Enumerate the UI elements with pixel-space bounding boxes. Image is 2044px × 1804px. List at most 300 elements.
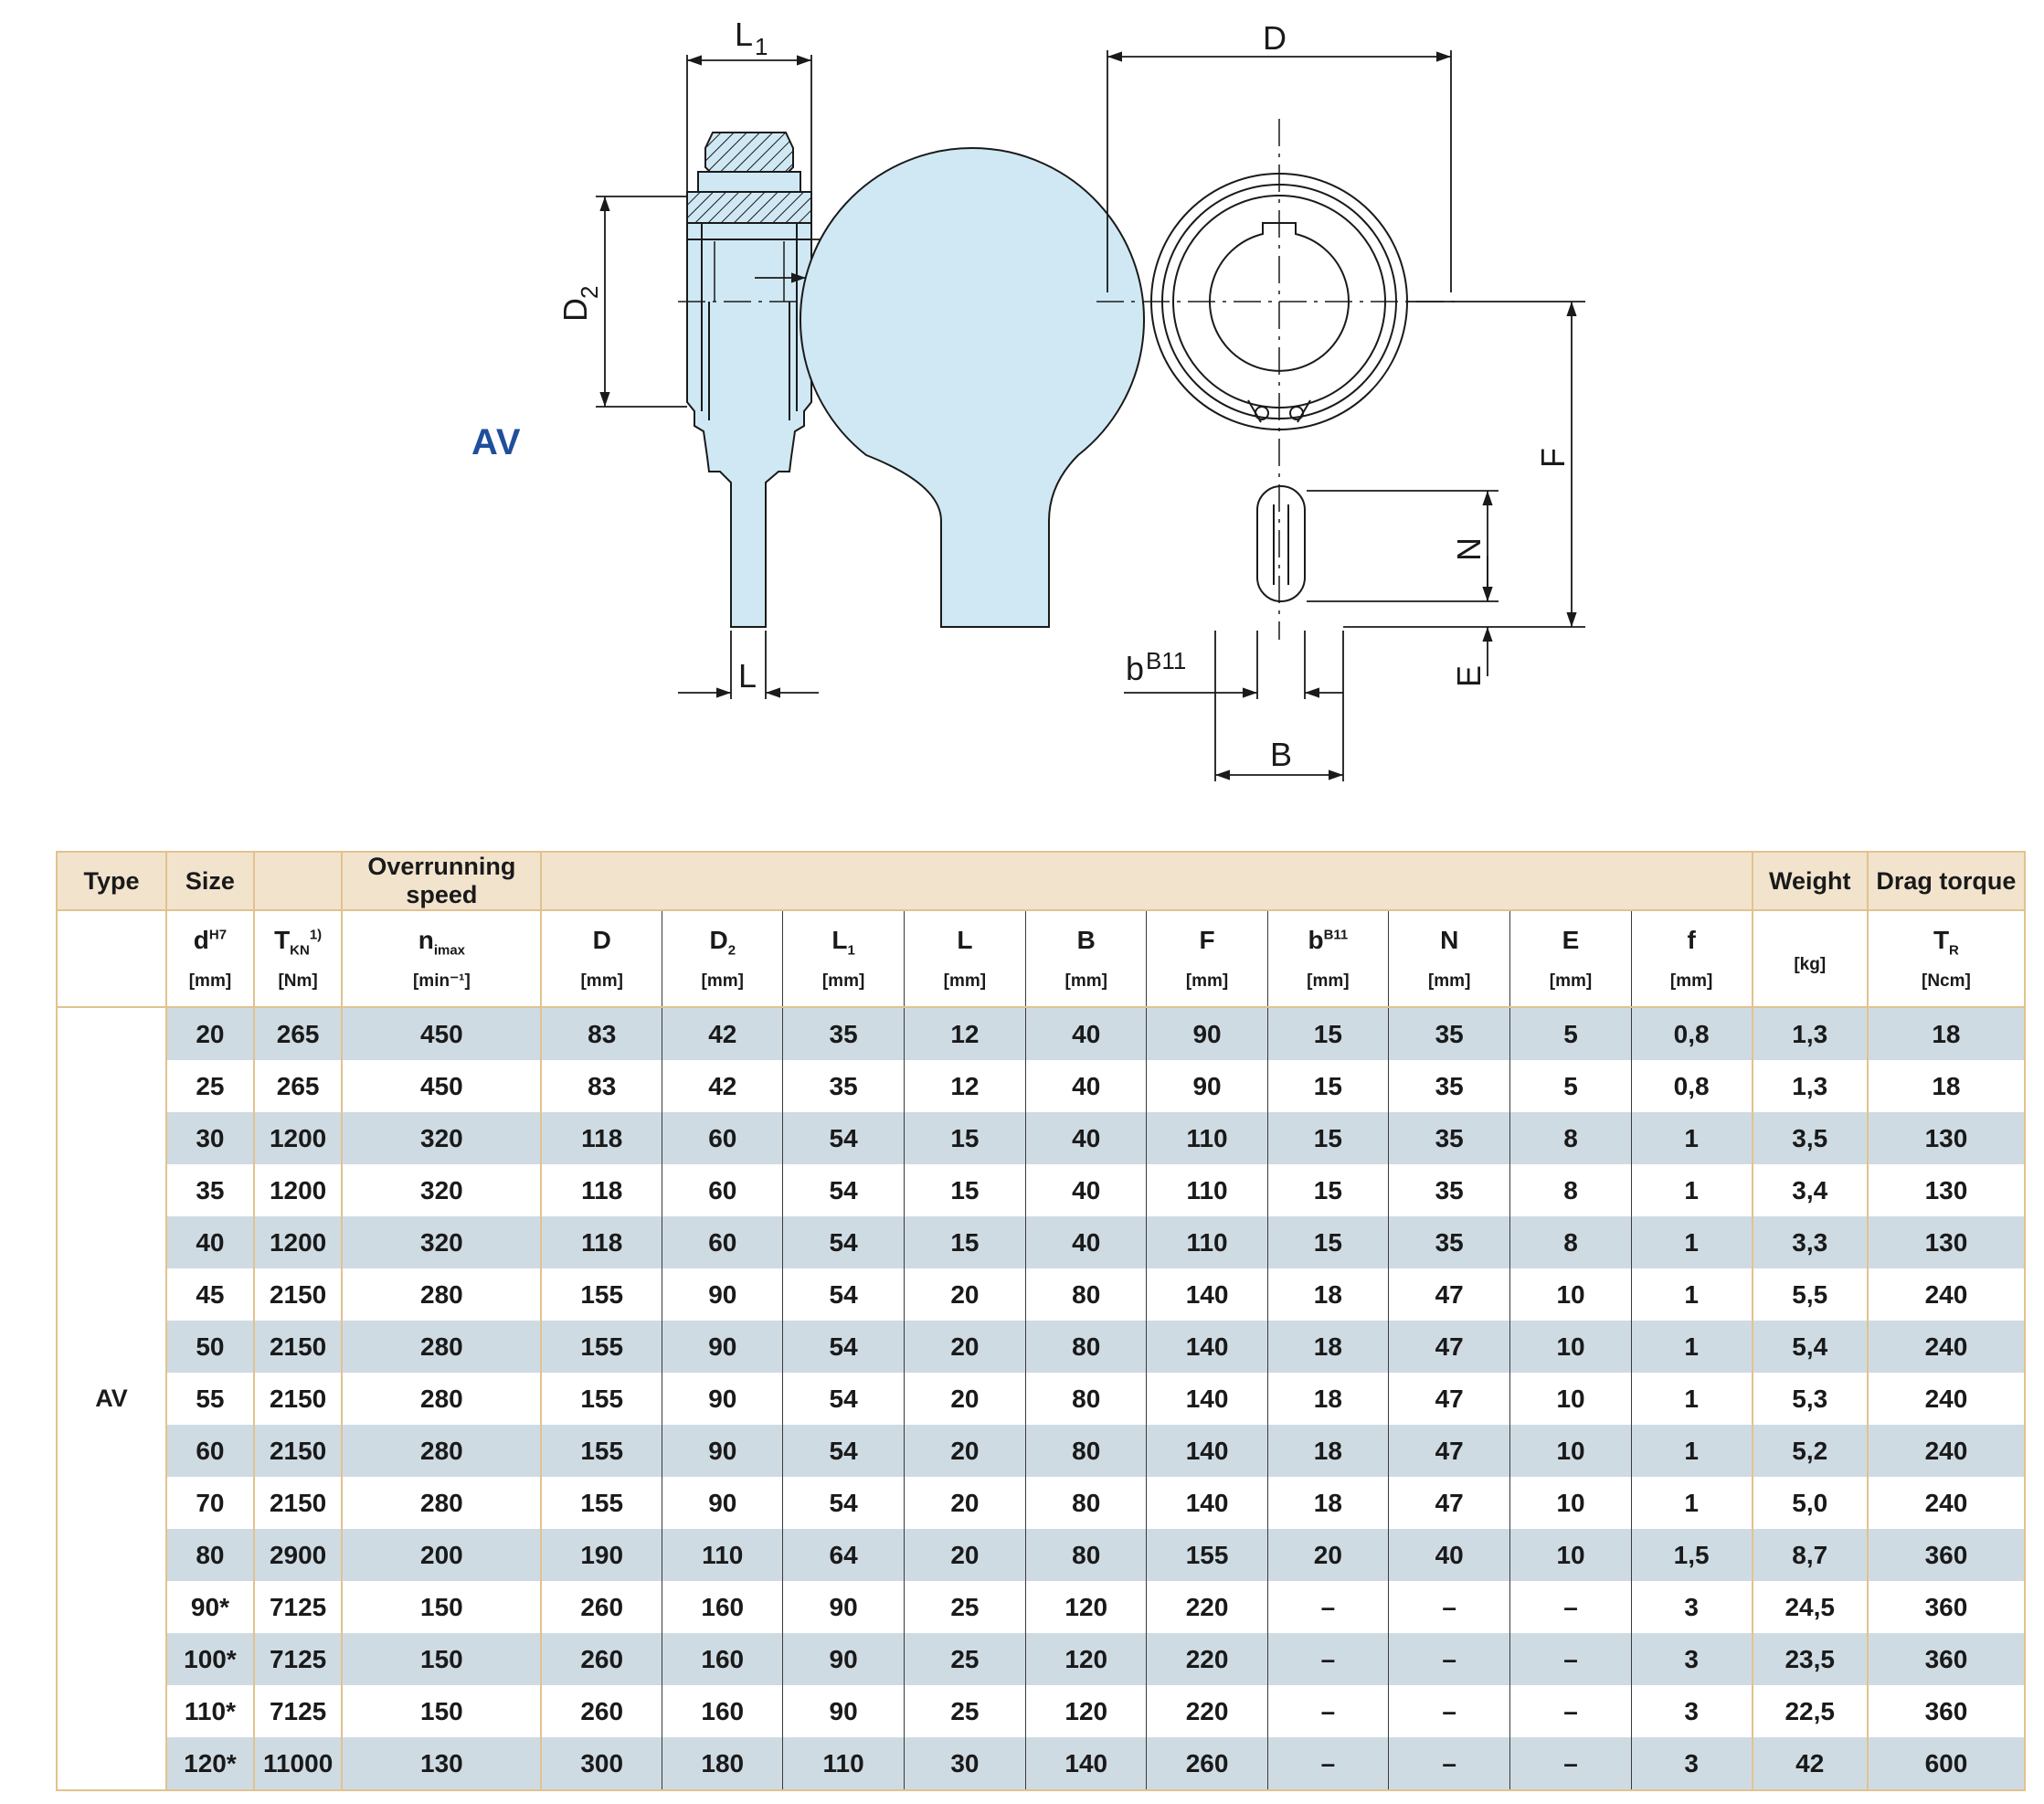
table-cell: 190 <box>541 1529 662 1581</box>
table-cell: 320 <box>342 1216 541 1268</box>
table-cell: 90 <box>662 1477 783 1529</box>
table-cell: 15 <box>904 1112 1025 1164</box>
table-cell: 280 <box>342 1425 541 1477</box>
table-cell: 83 <box>541 1007 662 1060</box>
table-cell: 8,7 <box>1753 1529 1868 1581</box>
table-cell: 260 <box>541 1581 662 1633</box>
table-cell: 35 <box>783 1007 904 1060</box>
table-cell: 18 <box>1267 1477 1388 1529</box>
table-cell: 7125 <box>254 1581 343 1633</box>
column-symbol <box>905 926 1025 959</box>
table-cell: 1,3 <box>1753 1060 1868 1112</box>
table-cell: 80 <box>1026 1425 1147 1477</box>
table-row <box>57 1321 2025 1373</box>
table-cell: 54 <box>783 1268 904 1321</box>
column-symbol-letter: E <box>1562 926 1580 955</box>
table-cell: 54 <box>783 1321 904 1373</box>
column-symbol <box>1268 926 1388 959</box>
table-cell: 35 <box>166 1164 254 1216</box>
table-cell: 40 <box>1026 1112 1147 1164</box>
table-cell: 90 <box>662 1321 783 1373</box>
table-cell: 25 <box>904 1685 1025 1737</box>
table-cell: 40 <box>1389 1529 1510 1581</box>
table-cell: 140 <box>1147 1268 1267 1321</box>
column-symbol <box>167 926 253 959</box>
table-cell: 8 <box>1510 1216 1631 1268</box>
column-symbol-letter: L <box>957 926 973 955</box>
column-symbol-letter: F <box>1199 926 1215 955</box>
table-cell: 25 <box>904 1581 1025 1633</box>
table-row <box>57 1425 2025 1477</box>
group-header-row <box>57 852 2025 910</box>
table-cell: 80 <box>1026 1529 1147 1581</box>
table-cell: 10 <box>1510 1373 1631 1425</box>
table-cell: 23,5 <box>1753 1633 1868 1685</box>
table-cell: 2150 <box>254 1268 343 1321</box>
table-cell: 5,5 <box>1753 1268 1868 1321</box>
table-cell: 3 <box>1631 1685 1752 1737</box>
table-cell: 47 <box>1389 1268 1510 1321</box>
table-cell: 280 <box>342 1477 541 1529</box>
column-symbol-letter: B <box>1076 926 1096 955</box>
table-cell: 35 <box>1389 1060 1510 1112</box>
dim-L1-label: L <box>735 16 754 53</box>
dim-L1-sub: 1 <box>755 33 768 60</box>
table-cell: 320 <box>342 1112 541 1164</box>
column-symbol-letter: T <box>1933 926 1950 955</box>
column-symbol-letter: D <box>592 926 611 955</box>
table-cell: 3,3 <box>1753 1216 1868 1268</box>
table-cell: 35 <box>1389 1112 1510 1164</box>
table-cell: 40 <box>1026 1007 1147 1060</box>
column-symbol-letter: f <box>1687 926 1696 955</box>
technical-drawing <box>0 0 2044 804</box>
table-cell: 118 <box>541 1216 662 1268</box>
table-cell: 90 <box>662 1425 783 1477</box>
column-header-12 <box>1631 910 1752 1007</box>
table-cell: 5 <box>1510 1060 1631 1112</box>
side-view <box>678 133 822 627</box>
table-body <box>57 1007 2025 1790</box>
type-label: AV <box>471 422 522 462</box>
table-cell: – <box>1267 1737 1388 1790</box>
dim-b-label: b <box>1126 650 1145 687</box>
column-header-4 <box>662 910 783 1007</box>
table-cell: 5,3 <box>1753 1373 1868 1425</box>
table-cell: 60 <box>662 1112 783 1164</box>
column-unit: [mm] <box>1669 971 1713 991</box>
dim-D2-sub: 2 <box>576 285 603 299</box>
column-symbol <box>343 926 540 959</box>
table-cell: 160 <box>662 1685 783 1737</box>
dim-F-label: F <box>1534 448 1572 468</box>
table-cell: 18 <box>1267 1425 1388 1477</box>
column-header-6 <box>904 910 1025 1007</box>
table-cell: 47 <box>1389 1321 1510 1373</box>
table-cell: 60 <box>662 1216 783 1268</box>
table-cell: 47 <box>1389 1477 1510 1529</box>
table-cell: 155 <box>541 1268 662 1321</box>
table-cell: 60 <box>166 1425 254 1477</box>
table-cell: 240 <box>1868 1321 2025 1373</box>
table-row <box>57 1633 2025 1685</box>
header-weight: Weight <box>1753 852 1868 910</box>
table-cell: 110 <box>662 1529 783 1581</box>
column-unit: [mm] <box>1064 971 1107 991</box>
table-cell: 5,2 <box>1753 1425 1868 1477</box>
column-symbol <box>662 926 782 959</box>
table-cell: 35 <box>1389 1007 1510 1060</box>
table-cell: 360 <box>1868 1685 2025 1737</box>
table-cell: 110 <box>1147 1216 1267 1268</box>
table-row <box>57 1529 2025 1581</box>
table-cell: 110 <box>783 1737 904 1790</box>
table-cell: 160 <box>662 1633 783 1685</box>
table-cell: 1200 <box>254 1112 343 1164</box>
column-unit: [kg] <box>1794 955 1827 974</box>
table-cell: 265 <box>254 1060 343 1112</box>
column-header-14 <box>1868 910 2025 1007</box>
table-cell: 320 <box>342 1164 541 1216</box>
table-cell: 90 <box>662 1268 783 1321</box>
table-cell: 20 <box>904 1321 1025 1373</box>
table-cell: 30 <box>904 1737 1025 1790</box>
column-unit: [mm] <box>821 971 865 991</box>
table-cell: 1 <box>1631 1373 1752 1425</box>
table-row <box>57 1268 2025 1321</box>
table-cell: 5,4 <box>1753 1321 1868 1373</box>
column-symbol-letter: N <box>1440 926 1459 955</box>
table-cell: – <box>1389 1737 1510 1790</box>
column-symbol-letter: L <box>831 926 848 955</box>
table-cell: 64 <box>783 1529 904 1581</box>
column-symbol-sub: 2 <box>727 942 736 959</box>
column-unit: [mm] <box>580 971 623 991</box>
table-cell: 15 <box>904 1216 1025 1268</box>
table-cell: 100* <box>166 1633 254 1685</box>
column-header-7 <box>1026 910 1147 1007</box>
table-cell: 220 <box>1147 1633 1267 1685</box>
table-cell: 15 <box>1267 1216 1388 1268</box>
table-cell: 20 <box>166 1007 254 1060</box>
table-cell: 240 <box>1868 1477 2025 1529</box>
table-cell: 10 <box>1510 1425 1631 1477</box>
table-cell: 80 <box>1026 1477 1147 1529</box>
table-cell: 10 <box>1510 1529 1631 1581</box>
table-row <box>57 1216 2025 1268</box>
table-cell: 45 <box>166 1268 254 1321</box>
column-header-3 <box>541 910 662 1007</box>
header-speed: Overrunning speed <box>342 852 541 910</box>
table-cell: – <box>1510 1737 1631 1790</box>
table-cell: 360 <box>1868 1529 2025 1581</box>
table-row <box>57 1007 2025 1060</box>
table-cell: 130 <box>1868 1216 2025 1268</box>
table-cell: 140 <box>1147 1373 1267 1425</box>
table-cell: 3,5 <box>1753 1112 1868 1164</box>
table-cell: 7125 <box>254 1633 343 1685</box>
table-cell: 20 <box>904 1268 1025 1321</box>
table-cell: 220 <box>1147 1685 1267 1737</box>
front-view <box>800 148 1144 627</box>
column-symbol-sub: KN <box>290 942 310 959</box>
table-cell: 120* <box>166 1737 254 1790</box>
table-cell: 18 <box>1267 1321 1388 1373</box>
table-cell: 60 <box>662 1164 783 1216</box>
table-cell: 150 <box>342 1633 541 1685</box>
column-header-8 <box>1147 910 1267 1007</box>
table-cell: 54 <box>783 1425 904 1477</box>
table-cell: 25 <box>904 1633 1025 1685</box>
table-cell: 54 <box>783 1112 904 1164</box>
column-symbol-letter: d <box>193 926 209 955</box>
table-cell: 3 <box>1631 1633 1752 1685</box>
column-symbol <box>1389 926 1509 959</box>
table-cell: 280 <box>342 1373 541 1425</box>
column-unit: [Ncm] <box>1922 971 1971 991</box>
table-row <box>57 1112 2025 1164</box>
column-symbol <box>1147 926 1266 959</box>
table-cell: – <box>1389 1633 1510 1685</box>
table-cell: 20 <box>904 1425 1025 1477</box>
table-cell: 15 <box>1267 1007 1388 1060</box>
dim-D-label: D <box>1263 19 1287 57</box>
table-cell: 240 <box>1868 1268 2025 1321</box>
table-cell: 130 <box>1868 1164 2025 1216</box>
table-cell: 2150 <box>254 1477 343 1529</box>
column-symbol-letter: b <box>1308 926 1324 955</box>
table-cell: 140 <box>1147 1321 1267 1373</box>
table-cell: 20 <box>1267 1529 1388 1581</box>
table-cell: 180 <box>662 1737 783 1790</box>
header-type: Type <box>57 852 166 910</box>
table-cell: – <box>1267 1633 1388 1685</box>
header-torque-blank <box>254 852 343 910</box>
table-cell: 140 <box>1147 1425 1267 1477</box>
table-cell: – <box>1389 1581 1510 1633</box>
table-cell: 42 <box>1753 1737 1868 1790</box>
table-cell: 1200 <box>254 1216 343 1268</box>
table-cell: 15 <box>1267 1112 1388 1164</box>
column-header-13 <box>1753 910 1868 1007</box>
table-cell: 2900 <box>254 1529 343 1581</box>
table-cell: 140 <box>1147 1477 1267 1529</box>
table-cell: 155 <box>1147 1529 1267 1581</box>
table-cell: – <box>1267 1581 1388 1633</box>
table-cell: 83 <box>541 1060 662 1112</box>
table-cell: 220 <box>1147 1581 1267 1633</box>
table-cell: 90 <box>662 1373 783 1425</box>
table-cell: 118 <box>541 1112 662 1164</box>
column-unit: [mm] <box>1307 971 1350 991</box>
table-row <box>57 1373 2025 1425</box>
table-cell: 18 <box>1868 1060 2025 1112</box>
dim-L-label: L <box>738 657 757 695</box>
table-cell: 80 <box>1026 1268 1147 1321</box>
column-unit: [mm] <box>943 971 987 991</box>
specification-table <box>56 851 2026 1791</box>
column-header-0 <box>166 910 254 1007</box>
column-symbol <box>1632 926 1752 959</box>
column-symbol <box>1510 926 1630 959</box>
column-symbol-sup: H7 <box>208 927 228 943</box>
column-symbol-sub: imax <box>433 942 466 959</box>
table-cell: 10 <box>1510 1268 1631 1321</box>
table-row <box>57 1737 2025 1790</box>
table-cell: 110* <box>166 1685 254 1737</box>
table-cell: 50 <box>166 1321 254 1373</box>
table-cell: 55 <box>166 1373 254 1425</box>
table-cell: 12 <box>904 1060 1025 1112</box>
table-cell: 54 <box>783 1164 904 1216</box>
column-symbol <box>1869 926 2024 959</box>
table-cell: 0,8 <box>1631 1007 1752 1060</box>
table-cell: 130 <box>342 1737 541 1790</box>
table-cell: 155 <box>541 1477 662 1529</box>
column-header-9 <box>1267 910 1388 1007</box>
column-header-type-blank <box>57 910 166 1007</box>
table-cell: 54 <box>783 1477 904 1529</box>
table-cell: 15 <box>904 1164 1025 1216</box>
header-size: Size <box>166 852 254 910</box>
table-cell: 1,5 <box>1631 1529 1752 1581</box>
table-cell: 280 <box>342 1268 541 1321</box>
table-cell: 18 <box>1267 1373 1388 1425</box>
table-cell: 260 <box>541 1685 662 1737</box>
table-cell: 360 <box>1868 1581 2025 1633</box>
column-symbol <box>1026 926 1146 959</box>
table-cell: 360 <box>1868 1633 2025 1685</box>
table-cell: 80 <box>1026 1321 1147 1373</box>
column-symbol-letter: T <box>274 926 291 955</box>
table-cell: 90 <box>1147 1060 1267 1112</box>
table-cell: 24,5 <box>1753 1581 1868 1633</box>
dim-N-label: N <box>1450 537 1488 561</box>
column-symbol-letter: D <box>709 926 728 955</box>
table-cell: 3 <box>1631 1737 1752 1790</box>
table-cell: 47 <box>1389 1373 1510 1425</box>
table-cell: 1 <box>1631 1216 1752 1268</box>
table-cell: 155 <box>541 1425 662 1477</box>
table-cell: 35 <box>1389 1164 1510 1216</box>
table-cell: 25 <box>166 1060 254 1112</box>
column-unit: [Nm] <box>278 971 318 991</box>
column-unit: [mm] <box>1549 971 1593 991</box>
table-cell: – <box>1389 1685 1510 1737</box>
table-cell: 118 <box>541 1164 662 1216</box>
table-cell: 12 <box>904 1007 1025 1060</box>
table-cell: 15 <box>1267 1060 1388 1112</box>
column-symbol-sup: B11 <box>1323 927 1349 943</box>
table-cell: 20 <box>904 1373 1025 1425</box>
header-dimensions-blank <box>541 852 1752 910</box>
table-row <box>57 1685 2025 1737</box>
table-cell: 120 <box>1026 1633 1147 1685</box>
table-cell: 22,5 <box>1753 1685 1868 1737</box>
table-cell: 120 <box>1026 1581 1147 1633</box>
table-cell: 1 <box>1631 1268 1752 1321</box>
column-symbol <box>542 926 662 959</box>
table-cell: – <box>1510 1633 1631 1685</box>
table-cell: 1 <box>1631 1477 1752 1529</box>
table-cell: 260 <box>541 1633 662 1685</box>
table-cell: 40 <box>1026 1216 1147 1268</box>
table-cell: 265 <box>254 1007 343 1060</box>
table-cell: 1 <box>1631 1321 1752 1373</box>
table-cell: 90 <box>783 1581 904 1633</box>
table-cell: 70 <box>166 1477 254 1529</box>
type-cell: AV <box>57 1007 166 1790</box>
table-cell: 42 <box>662 1007 783 1060</box>
table-cell: 18 <box>1267 1268 1388 1321</box>
table-cell: 1 <box>1631 1164 1752 1216</box>
table-cell: 3 <box>1631 1581 1752 1633</box>
table-cell: 450 <box>342 1007 541 1060</box>
table-cell: 90 <box>783 1633 904 1685</box>
table-cell: 120 <box>1026 1685 1147 1737</box>
column-header-11 <box>1510 910 1631 1007</box>
table-cell: 240 <box>1868 1425 2025 1477</box>
dim-E-label: E <box>1450 664 1488 687</box>
table-cell: 54 <box>783 1373 904 1425</box>
column-unit: [mm] <box>1185 971 1229 991</box>
table-cell: 300 <box>541 1737 662 1790</box>
table-cell: 90* <box>166 1581 254 1633</box>
column-header-row <box>57 910 2025 1007</box>
column-header-2 <box>342 910 541 1007</box>
table-cell: 1200 <box>254 1164 343 1216</box>
table-cell: 8 <box>1510 1164 1631 1216</box>
table-cell: – <box>1267 1685 1388 1737</box>
column-unit: [mm] <box>1427 971 1471 991</box>
table-cell: 240 <box>1868 1373 2025 1425</box>
table-cell: – <box>1510 1685 1631 1737</box>
table-cell: 450 <box>342 1060 541 1112</box>
table-cell: 260 <box>1147 1737 1267 1790</box>
table-cell: 160 <box>662 1581 783 1633</box>
column-symbol-sub: 1 <box>847 942 855 959</box>
table-cell: 20 <box>904 1529 1025 1581</box>
table-cell: 1,3 <box>1753 1007 1868 1060</box>
table-cell: 7125 <box>254 1685 343 1737</box>
column-unit: [mm] <box>188 971 232 991</box>
table-row <box>57 1060 2025 1112</box>
table-cell: 35 <box>783 1060 904 1112</box>
table-row <box>57 1581 2025 1633</box>
table-cell: 600 <box>1868 1737 2025 1790</box>
column-unit: [mm] <box>701 971 744 991</box>
table-cell: 2150 <box>254 1373 343 1425</box>
table-cell: 47 <box>1389 1425 1510 1477</box>
column-symbol-sub: R <box>1949 942 1959 959</box>
table-cell: 0,8 <box>1631 1060 1752 1112</box>
table-cell: 5 <box>1510 1007 1631 1060</box>
table-cell: 40 <box>166 1216 254 1268</box>
table-cell: 10 <box>1510 1477 1631 1529</box>
table-cell: 15 <box>1267 1164 1388 1216</box>
column-symbol <box>255 926 342 959</box>
table-cell: 40 <box>1026 1060 1147 1112</box>
table-cell: 150 <box>342 1581 541 1633</box>
table-cell: 30 <box>166 1112 254 1164</box>
table-cell: 40 <box>1026 1164 1147 1216</box>
table-cell: 2150 <box>254 1321 343 1373</box>
table-cell: 155 <box>541 1373 662 1425</box>
column-symbol-letter: n <box>418 925 434 954</box>
table-cell: 20 <box>904 1477 1025 1529</box>
table-cell: 35 <box>1389 1216 1510 1268</box>
table-cell: 90 <box>1147 1007 1267 1060</box>
